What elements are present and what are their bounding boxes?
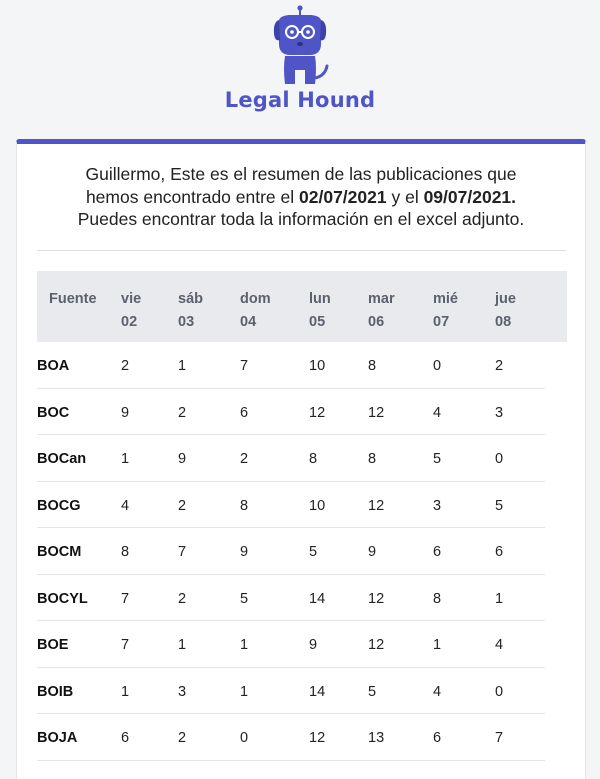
source-cell: BOC	[37, 404, 70, 421]
table-body	[37, 342, 567, 761]
count-cell: 4	[433, 683, 442, 700]
date-to: 09/07/2021.	[423, 186, 517, 207]
count-cell: 5	[433, 451, 442, 467]
col-header-day	[495, 288, 516, 334]
intro-line-3: Puedes encontrar toda la información en el excel adjunto.	[77, 209, 525, 229]
date-from: 02/07/2021	[299, 186, 387, 207]
count-cell: 1	[495, 590, 504, 607]
intro-line-2-text: hemos encontrado entre el	[85, 186, 300, 207]
count-cell: 1	[240, 637, 249, 653]
divider	[37, 250, 566, 251]
col-header-day	[240, 288, 271, 334]
table-header	[37, 271, 567, 342]
col-header-dow: dom	[240, 291, 271, 307]
col-header-day-number: 05	[309, 314, 326, 330]
count-cell: 9	[309, 637, 318, 653]
count-cell: 1	[121, 683, 130, 700]
count-cell: 2	[178, 590, 187, 607]
count-cell: 3	[178, 683, 187, 700]
table-row	[37, 668, 567, 715]
count-cell: 8	[368, 451, 377, 467]
count-cell: 8	[433, 590, 442, 607]
col-header-day-number: 02	[121, 314, 138, 330]
count-cell: 6	[433, 544, 442, 560]
count-cell: 12	[368, 590, 385, 607]
count-cell: 6	[240, 404, 249, 421]
count-cell: 8	[240, 497, 249, 514]
source-cell: BOCM	[37, 544, 82, 560]
count-cell: 12	[368, 497, 385, 514]
source-cell: BOCG	[37, 497, 81, 514]
count-cell: 8	[309, 451, 318, 467]
count-cell: 4	[433, 404, 442, 421]
source-cell: BOCYL	[37, 590, 88, 607]
count-cell: 7	[240, 358, 249, 374]
count-cell: 9	[178, 451, 187, 467]
hound-logo-icon	[271, 4, 329, 90]
col-header-source: Fuente	[49, 291, 97, 307]
count-cell: 6	[495, 544, 504, 560]
col-header-day	[121, 288, 141, 334]
count-cell: 12	[368, 637, 385, 653]
publications-table	[37, 271, 567, 761]
col-header-dow: jue	[495, 291, 516, 307]
count-cell: 12	[309, 730, 326, 746]
count-cell: 2	[178, 730, 187, 746]
count-cell: 5	[240, 590, 249, 607]
count-cell: 9	[240, 544, 249, 560]
table-row	[37, 342, 567, 389]
count-cell: 14	[309, 590, 326, 607]
source-cell: BOA	[37, 358, 70, 374]
table-row	[37, 389, 567, 436]
col-header-dow: mar	[368, 291, 395, 307]
count-cell: 0	[240, 730, 249, 746]
col-header-day-number: 06	[368, 314, 385, 330]
count-cell: 2	[178, 497, 187, 514]
count-cell: 1	[178, 358, 187, 374]
email-header	[0, 0, 600, 138]
count-cell: 4	[121, 497, 130, 514]
brand-name: Legal Hound	[224, 88, 376, 112]
count-cell: 1	[178, 637, 187, 653]
table-row	[37, 435, 567, 482]
count-cell: 1	[433, 637, 442, 653]
count-cell: 8	[121, 544, 130, 560]
row-separator	[37, 760, 545, 761]
count-cell: 7	[495, 730, 504, 746]
count-cell: 3	[433, 497, 442, 514]
count-cell: 7	[121, 637, 130, 653]
table-row	[37, 714, 567, 761]
col-header-day	[433, 288, 458, 334]
count-cell: 2	[495, 358, 504, 374]
count-cell: 9	[368, 544, 377, 560]
col-header-day	[368, 288, 395, 334]
source-cell: BOJA	[37, 730, 78, 746]
table-row	[37, 621, 567, 668]
col-header-dow: lun	[309, 291, 331, 307]
col-header-dow: sáb	[178, 291, 203, 307]
count-cell: 5	[309, 544, 318, 560]
col-header-day	[178, 288, 203, 334]
table-row	[37, 528, 567, 575]
count-cell: 0	[495, 683, 504, 700]
col-header-day-number: 04	[240, 314, 257, 330]
count-cell: 1	[240, 683, 249, 700]
count-cell: 10	[309, 358, 326, 374]
count-cell: 12	[309, 404, 326, 421]
col-header-dow: vie	[121, 291, 142, 307]
count-cell: 3	[495, 404, 504, 421]
col-header-day-number: 08	[495, 314, 512, 330]
count-cell: 8	[368, 358, 377, 374]
source-cell: BOE	[37, 637, 69, 653]
table-row	[37, 575, 567, 622]
count-cell: 0	[495, 451, 504, 467]
count-cell: 7	[178, 544, 187, 560]
summary-card	[16, 139, 586, 779]
count-cell: 6	[433, 730, 442, 746]
count-cell: 5	[495, 497, 504, 514]
count-cell: 2	[121, 358, 130, 374]
count-cell: 7	[121, 590, 130, 607]
count-cell: 14	[309, 683, 326, 700]
source-cell: BOIB	[37, 683, 74, 700]
col-header-dow: mié	[433, 291, 458, 307]
intro-line-2-mid: y el	[386, 186, 424, 207]
intro-text	[37, 163, 565, 231]
count-cell: 6	[121, 730, 130, 746]
count-cell: 1	[121, 451, 130, 467]
intro-line-1: Guillermo, Este es el resumen de las publicaciones que	[85, 164, 517, 184]
col-header-day	[309, 288, 331, 334]
count-cell: 2	[240, 451, 249, 467]
count-cell: 9	[121, 404, 130, 421]
count-cell: 12	[368, 404, 385, 421]
count-cell: 13	[368, 730, 385, 746]
count-cell: 2	[178, 404, 187, 421]
intro-line-2	[37, 186, 565, 209]
col-header-day-number: 03	[178, 314, 195, 330]
col-header-day-number: 07	[433, 314, 450, 330]
count-cell: 0	[433, 358, 442, 374]
count-cell: 4	[495, 637, 504, 653]
count-cell: 5	[368, 683, 377, 700]
count-cell: 10	[309, 497, 326, 514]
source-cell: BOCan	[37, 451, 87, 467]
table-row	[37, 482, 567, 529]
